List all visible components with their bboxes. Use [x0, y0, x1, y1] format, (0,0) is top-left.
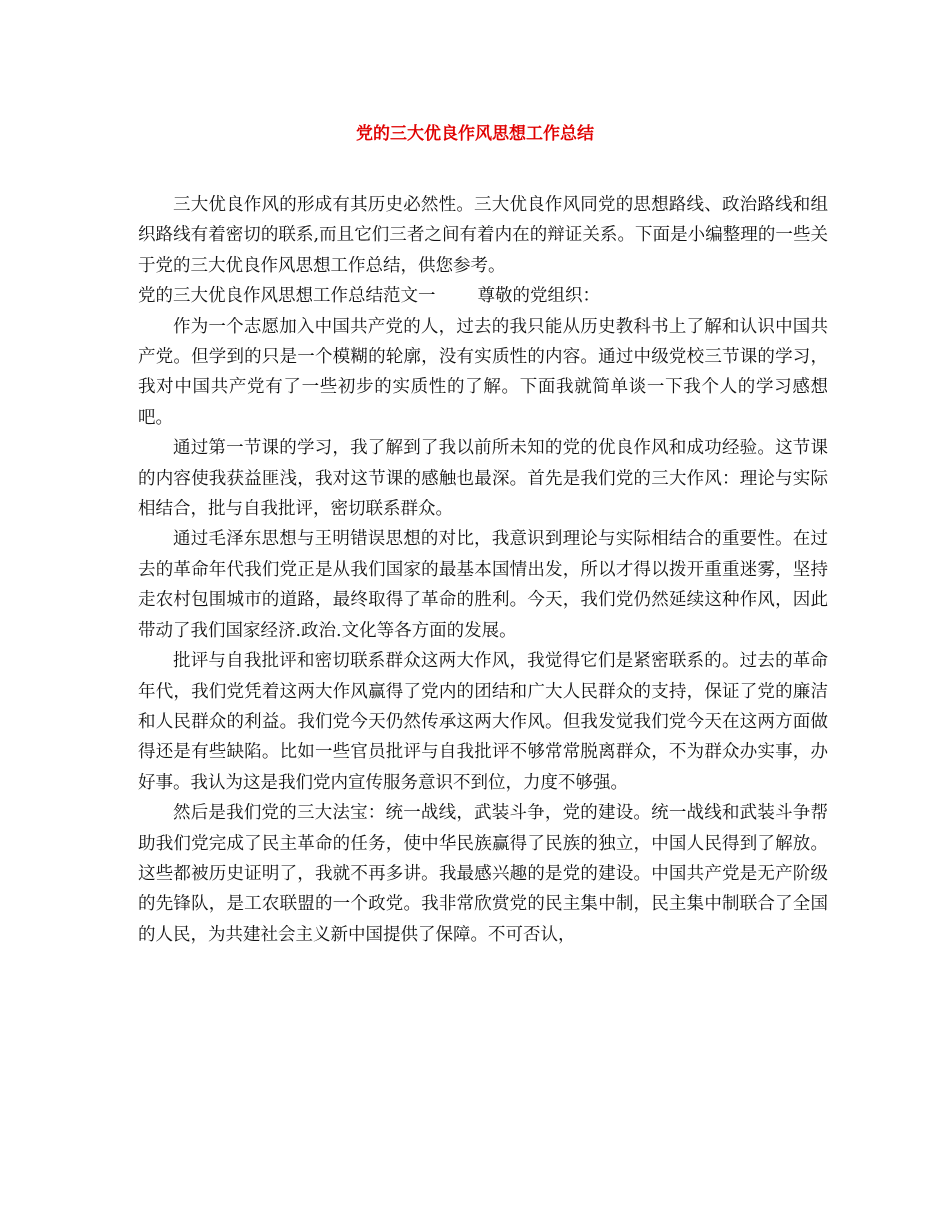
sample-heading: 党的三大优良作风思想工作总结范文一	[138, 286, 436, 307]
sample-heading-line	[138, 281, 828, 311]
intro-paragraph: 三大优良作风的形成有其历史必然性。三大优良作风同党的思想路线、政治路线和组织路线有着密切的联系,而且它们三者之间有着内在的辩证关系。下面是小编整理的一些关于党的三大优良作风思想工作总结，供您参考。	[138, 195, 828, 276]
salutation: 尊敬的党组织：	[477, 286, 600, 307]
body-paragraph: 然后是我们党的三大法宝：统一战线，武装斗争，党的建设。统一战线和武装斗争帮助我们党完成了民主革命的任务，使中华民族赢得了民族的独立，中国人民得到了解放。这些都被历史证明了，我就不再多讲。我最感兴趣的是党的建设。中国共产党是无产阶级的先锋队，是工农联盟的一个政党。我非常欣赏党的民主集中制，民主集中制联合了全国的人民，为共建社会主义新中国提供了保障。不可否认，	[138, 803, 828, 945]
body-paragraph: 作为一个志愿加入中国共产党的人，过去的我只能从历史教科书上了解和认识中国共产党。但学到的只是一个模糊的轮廓，没有实质性的内容。通过中级党校三节课的学习，我对中国共产党有了一些初步的实质性的了解。下面我就简单谈一下我个人的学习感想吧。	[138, 316, 828, 428]
body-paragraph: 通过毛泽东思想与王明错误思想的对比，我意识到理论与实际相结合的重要性。在过去的革命年代我们党正是从我们国家的最基本国情出发，所以才得以拨开重重迷雾，坚持走农村包围城市的道路，最终取得了革命的胜利。今天，我们党仍然延续这种作风，因此带动了我们国家经济.政治.文化等各方面的发展。	[138, 529, 828, 641]
document-body	[138, 190, 828, 950]
body-paragraph: 通过第一节课的学习，我了解到了我以前所未知的党的优良作风和成功经验。这节课的内容使我获益匪浅，我对这节课的感触也最深。首先是我们党的三大作风：理论与实际相结合，批与自我批评，密切联系群众。	[138, 438, 828, 520]
body-paragraph: 批评与自我批评和密切联系群众这两大作风，我觉得它们是紧密联系的。过去的革命年代，我们党凭着这两大作风赢得了党内的团结和广大人民群众的支持，保证了党的廉洁和人民群众的利益。我们党今天仍然传承这两大作风。但我发觉我们党今天在这两方面做得还是有些缺陷。比如一些官员批评与自我批评不够常常脱离群众，不为群众办实事，办好事。我认为这是我们党内宣传服务意识不到位，力度不够强。	[138, 651, 828, 793]
document-title: 党的三大优良作风思想工作总结	[356, 124, 594, 144]
